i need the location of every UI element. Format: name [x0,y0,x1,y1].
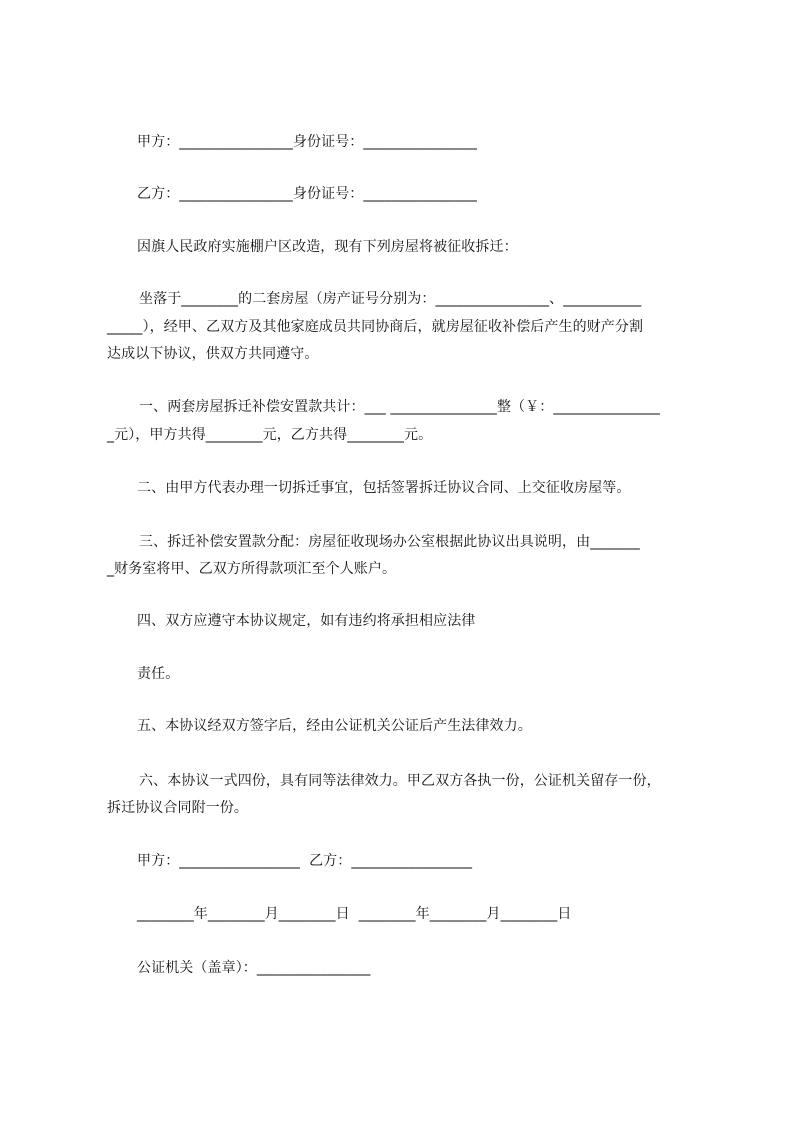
clause-1-line-2: _元），甲方共得________元，乙方共得________元。 [107,427,433,443]
clause-4-line-1: 四、双方应遵守本协议规定，如有违约将承担相应法律 [137,613,476,629]
party-a-line: 甲方：________________身份证号：________________ [137,134,477,150]
clause-3-line-1: 三、拆迁补偿安置款分配：房屋征收现场办公室根据此协议出具说明，由_______ [139,534,640,550]
location-paragraph-line-2: _____），经甲、乙双方及其他家庭成员共同协商后，就房屋征收补偿后产生的财产分割 [107,319,644,335]
clause-3-line-2: _财务室将甲、乙双方所得款项汇至个人账户。 [107,561,397,577]
clause-5: 五、本协议经双方签字后，经由公证机关公证后产生法律效力。 [137,718,532,734]
clause-6-line-2: 拆迁协议合同附一份。 [107,800,248,816]
location-paragraph-line-3: 达成以下协议，供双方共同遵守。 [107,346,319,362]
intro-paragraph: 因旗人民政府实施棚户区改造，现有下列房屋将被征收拆迁： [137,239,518,255]
clause-1-line-1: 一、两套房屋拆迁补偿安置款共计：___ _______________整（￥：_______________ [139,399,660,415]
clause-2: 二、由甲方代表办理一切拆迁事宜，包括签署拆迁协议合同、上交征收房屋等。 [137,480,631,496]
clause-6-line-1: 六、本协议一式四份，具有同等法律效力。甲乙双方各执一份，公证机关留存一份， [139,773,661,789]
party-b-line: 乙方：________________身份证号：________________ [137,186,477,202]
notary-seal-line: 公证机关（盖章）：________________ [137,960,371,976]
date-line: ________年________月________日 ________年________月________日 [137,906,572,922]
signature-line: 甲方：_________________ 乙方：_________________ [137,853,473,869]
clause-4-line-2: 责任。 [137,666,180,682]
location-paragraph-line-1: 坐落于________的二套房屋（房产证号分别为：________________、___________ [139,291,642,307]
